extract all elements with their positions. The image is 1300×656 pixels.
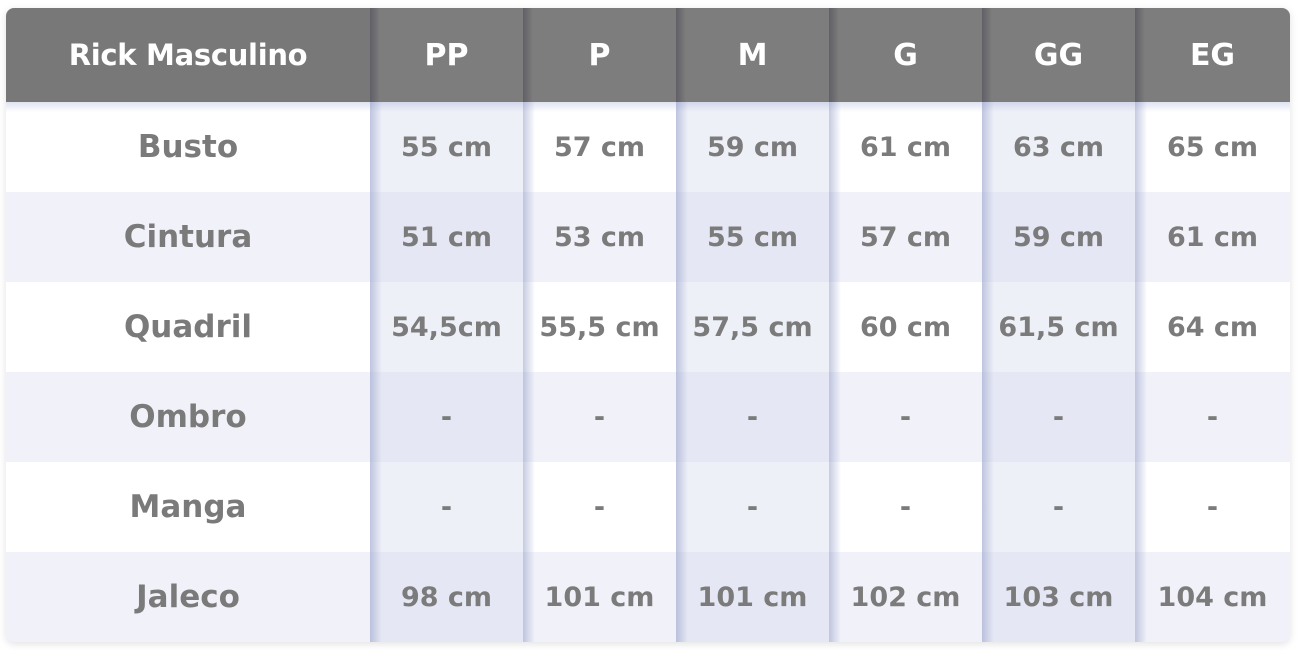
cell-value: 104 cm: [1135, 552, 1290, 642]
cell-value: -: [370, 462, 523, 552]
cell-value: 51 cm: [370, 192, 523, 282]
cell-value: -: [829, 462, 982, 552]
cell-value: -: [523, 462, 676, 552]
header-row: [6, 8, 1290, 102]
table-row: [6, 372, 1290, 462]
size-chart: [6, 8, 1290, 642]
cell-value: 61,5 cm: [982, 282, 1135, 372]
cell-value: 103 cm: [982, 552, 1135, 642]
cell-value: 55 cm: [676, 192, 829, 282]
row-label-quadril: Quadril: [6, 282, 370, 372]
table-row: [6, 192, 1290, 282]
cell-value: -: [676, 462, 829, 552]
size-header-m: M: [676, 8, 829, 102]
cell-value: 63 cm: [982, 102, 1135, 192]
cell-value: 101 cm: [523, 552, 676, 642]
table-row: [6, 462, 1290, 552]
cell-value: 64 cm: [1135, 282, 1290, 372]
row-label-ombro: Ombro: [6, 372, 370, 462]
cell-value: -: [982, 462, 1135, 552]
cell-value: 102 cm: [829, 552, 982, 642]
row-label-jaleco: Jaleco: [6, 552, 370, 642]
cell-value: -: [676, 372, 829, 462]
cell-value: 98 cm: [370, 552, 523, 642]
table-row: [6, 102, 1290, 192]
cell-value: -: [370, 372, 523, 462]
cell-value: -: [1135, 462, 1290, 552]
size-header-eg: EG: [1135, 8, 1290, 102]
cell-value: 61 cm: [1135, 192, 1290, 282]
cell-value: -: [523, 372, 676, 462]
cell-value: 57,5 cm: [676, 282, 829, 372]
cell-value: 54,5cm: [370, 282, 523, 372]
size-header-gg: GG: [982, 8, 1135, 102]
cell-value: 59 cm: [982, 192, 1135, 282]
cell-value: 53 cm: [523, 192, 676, 282]
cell-value: 61 cm: [829, 102, 982, 192]
row-label-cintura: Cintura: [6, 192, 370, 282]
table-row: [6, 552, 1290, 642]
cell-value: 57 cm: [523, 102, 676, 192]
size-header-g: G: [829, 8, 982, 102]
cell-value: 55 cm: [370, 102, 523, 192]
size-header-p: P: [523, 8, 676, 102]
size-table: [6, 8, 1290, 642]
table-row: [6, 282, 1290, 372]
table-title: Rick Masculino: [6, 8, 370, 102]
cell-value: 65 cm: [1135, 102, 1290, 192]
cell-value: -: [829, 372, 982, 462]
row-label-manga: Manga: [6, 462, 370, 552]
cell-value: 55,5 cm: [523, 282, 676, 372]
cell-value: 57 cm: [829, 192, 982, 282]
cell-value: 60 cm: [829, 282, 982, 372]
cell-value: 59 cm: [676, 102, 829, 192]
size-header-pp: PP: [370, 8, 523, 102]
cell-value: -: [1135, 372, 1290, 462]
cell-value: -: [982, 372, 1135, 462]
row-label-busto: Busto: [6, 102, 370, 192]
cell-value: 101 cm: [676, 552, 829, 642]
